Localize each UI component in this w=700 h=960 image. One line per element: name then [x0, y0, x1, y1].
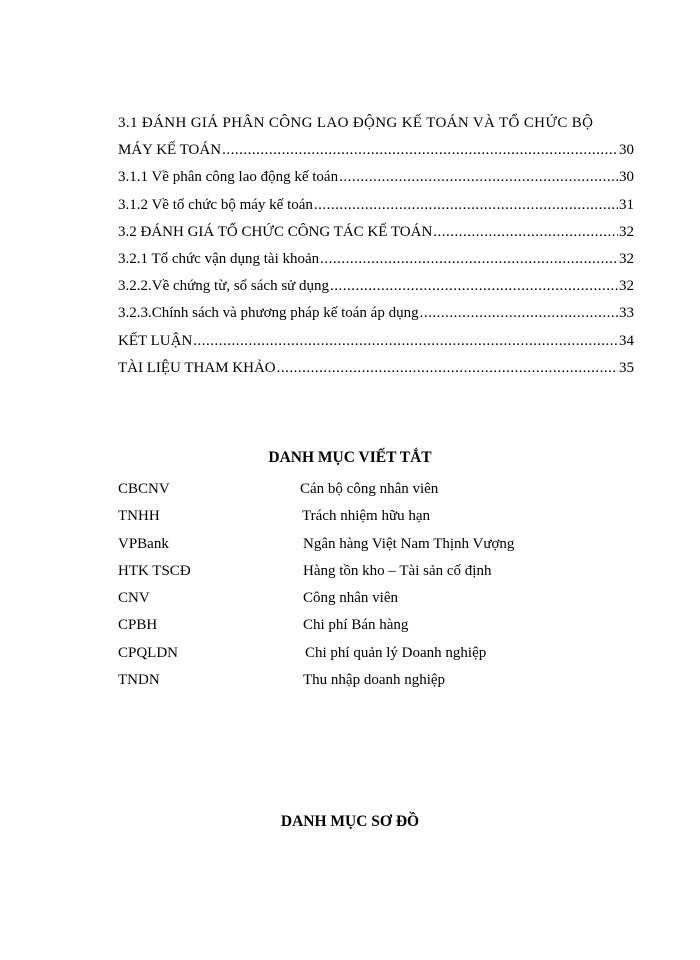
abbreviation-meaning: Trách nhiệm hữu hạn [302, 508, 430, 525]
abbreviation-meaning: Hàng tồn kho – Tài sản cố định [303, 562, 492, 579]
abbreviation-row [118, 558, 638, 585]
toc-entry [118, 192, 634, 219]
toc-entry [118, 273, 634, 300]
toc-page-number: 35 [619, 359, 634, 376]
diagrams-heading: DANH MỤC SƠ ĐỒ [280, 813, 420, 830]
abbreviation-term: CBCNV [118, 481, 170, 497]
abbreviation-term: TNHH [118, 508, 160, 525]
abbreviation-row [118, 612, 638, 639]
toc-page-number: 32 [619, 250, 634, 267]
toc-leader-dots [314, 192, 618, 219]
toc-leader-dots [420, 300, 618, 327]
toc-entry-title: 3.1 ĐÁNH GIÁ PHÂN CÔNG LAO ĐỘNG KẾ TOÁN VÀ TỔ CHỨC BỘ [118, 115, 594, 131]
abbreviation-meaning: Ngân hàng Việt Nam Thịnh Vượng [303, 535, 515, 552]
abbreviation-row [118, 667, 638, 694]
abbreviation-row [118, 585, 638, 612]
toc-entry [118, 219, 634, 246]
toc-page-number: 32 [619, 223, 634, 240]
toc-page-number: 34 [619, 332, 634, 349]
abbreviation-term: CPQLDN [118, 644, 179, 661]
abbreviation-meaning: Chi phí quản lý Doanh nghiệp [305, 644, 487, 661]
abbreviation-row [118, 640, 638, 667]
toc-leader-dots [433, 219, 618, 246]
toc-entry-title: 3.2.1 Tổ chức vận dụng tài khoản [118, 250, 320, 267]
abbreviation-term: CPBH [118, 617, 158, 634]
table-of-contents [118, 110, 634, 382]
abbreviation-meaning: Cán bộ công nhân viên [300, 481, 439, 497]
abbreviations-heading: DANH MỤC VIẾT TẮT [268, 449, 432, 466]
toc-entry [118, 110, 634, 137]
abbreviations-list [118, 476, 638, 694]
toc-entry [118, 355, 634, 382]
toc-entry-title: KẾT LUẬN [118, 332, 193, 349]
toc-entry-title: MÁY KẾ TOÁN [118, 142, 222, 159]
abbreviation-term: VPBank [118, 535, 169, 552]
toc-entry-title: 3.2.2.Về chứng từ, sổ sách sử dụng [118, 278, 330, 295]
toc-entry-title: 3.2 ĐÁNH GIÁ TỔ CHỨC CÔNG TÁC KẾ TOÁN [118, 223, 433, 240]
toc-entry-title: 3.1.2 Về tổ chức bộ máy kế toán [118, 196, 313, 213]
toc-entry-title: 3.2.3.Chính sách và phương pháp kế toán áp dụng [118, 305, 419, 322]
toc-page-number: 30 [619, 169, 634, 186]
toc-entry [118, 246, 634, 273]
abbreviation-meaning: Công nhân viên [303, 590, 398, 607]
toc-leader-dots [330, 273, 618, 300]
abbreviation-term: TNDN [118, 672, 160, 689]
abbreviation-meaning: Chi phí Bán hàng [303, 617, 409, 634]
toc-leader-dots [222, 137, 618, 164]
abbreviation-row [118, 531, 638, 558]
toc-page-number: 30 [619, 142, 634, 159]
toc-page-number: 33 [619, 305, 634, 322]
toc-entry-title: 3.1.1 Về phân công lao động kế toán [118, 169, 339, 186]
toc-entry [118, 137, 634, 164]
toc-entry [118, 300, 634, 327]
abbreviation-meaning: Thu nhập doanh nghiệp [303, 672, 446, 689]
toc-page-number: 32 [619, 278, 634, 295]
toc-entry-title: TÀI LIỆU THAM KHẢO [118, 359, 276, 376]
toc-page-number: 31 [619, 196, 634, 213]
abbreviation-term: CNV [118, 590, 150, 607]
abbreviation-row [118, 476, 638, 503]
toc-leader-dots [193, 328, 618, 355]
toc-leader-dots [339, 164, 618, 191]
abbreviation-term: HTK TSCĐ [118, 562, 191, 579]
toc-entry [118, 328, 634, 355]
toc-leader-dots [277, 355, 618, 382]
toc-entry [118, 164, 634, 191]
toc-leader-dots [320, 246, 618, 273]
abbreviation-row [118, 503, 638, 530]
